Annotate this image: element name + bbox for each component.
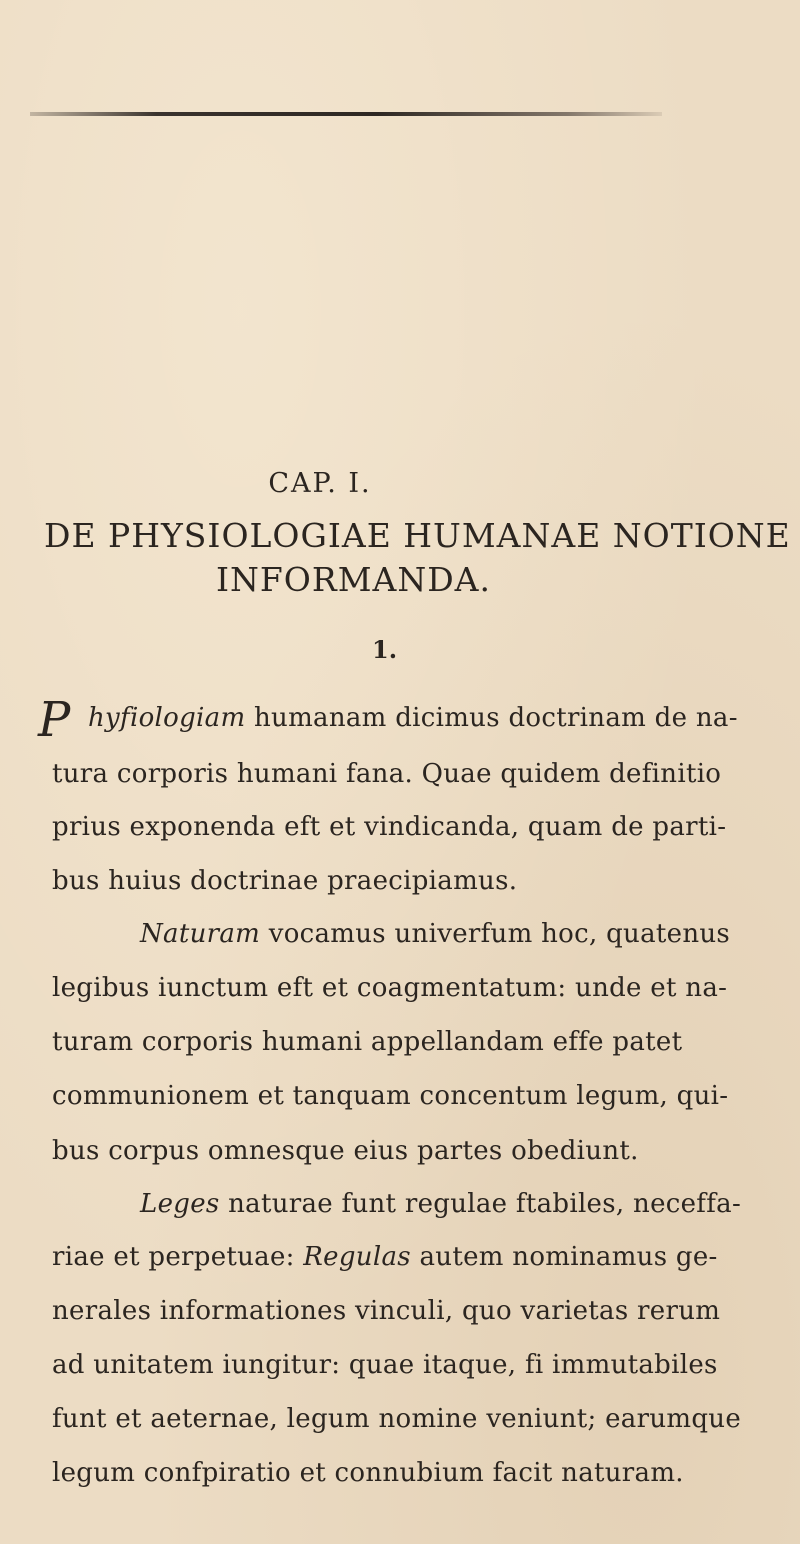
paragraph2-line1: [140, 919, 752, 949]
header-rule: [30, 112, 662, 116]
paragraph3-line4: ad unitatem iungitur: quae itaque, fi immutabiles: [52, 1350, 718, 1380]
chapter-title-line1: DE PHYSIOLOGIAE HUMANAE NOTIONE: [44, 516, 791, 555]
paragraph1-line3: prius exponenda eft et vindicanda, quam de parti-: [52, 812, 727, 842]
italic-term: Naturam: [140, 919, 261, 949]
italic-term: Regulas: [303, 1242, 411, 1272]
italic-term: hyfiologiam: [88, 703, 246, 733]
text-run: naturae funt regulae ftabiles, neceffa-: [219, 1189, 742, 1219]
paragraph2-line5: bus corpus omnesque eius partes obediunt.: [52, 1136, 639, 1166]
paragraph1-line1: [88, 703, 752, 733]
text-run: vocamus univerfum hoc, quatenus: [260, 919, 731, 949]
text-run: humanam dicimus doctrinam de na-: [245, 703, 738, 733]
text-run: autem nominamus ge-: [410, 1242, 718, 1272]
paragraph2-line4: communionem et tanquam concentum legum, qui-: [52, 1081, 729, 1111]
paragraph2-line3: turam corporis humani appellandam effe patet: [52, 1027, 683, 1057]
paragraph3-line1: [140, 1189, 752, 1219]
chapter-label: CAP. I.: [268, 468, 372, 499]
text-run: riae et perpetuae:: [52, 1242, 304, 1272]
paragraph1-line4: bus huius doctrinae praecipiamus.: [52, 866, 518, 896]
paragraph3-line6: legum confpiratio et connubium facit naturam.: [52, 1458, 684, 1488]
paragraph1-line2: tura corporis humani fana. Quae quidem definitio: [52, 759, 722, 789]
paragraph3-line3: nerales informationes vinculi, quo varietas rerum: [52, 1296, 721, 1326]
paragraph2-line2: legibus iunctum eft et coagmentatum: unde et na-: [52, 973, 728, 1003]
italic-term: Leges: [140, 1189, 220, 1219]
chapter-title-line2: INFORMANDA.: [216, 560, 491, 599]
paragraph3-line5: funt et aeternae, legum nomine veniunt; earumque: [52, 1404, 742, 1434]
paragraph3-line2: [52, 1242, 752, 1272]
drop-cap: P: [38, 692, 71, 748]
section-number: 1.: [372, 635, 398, 664]
